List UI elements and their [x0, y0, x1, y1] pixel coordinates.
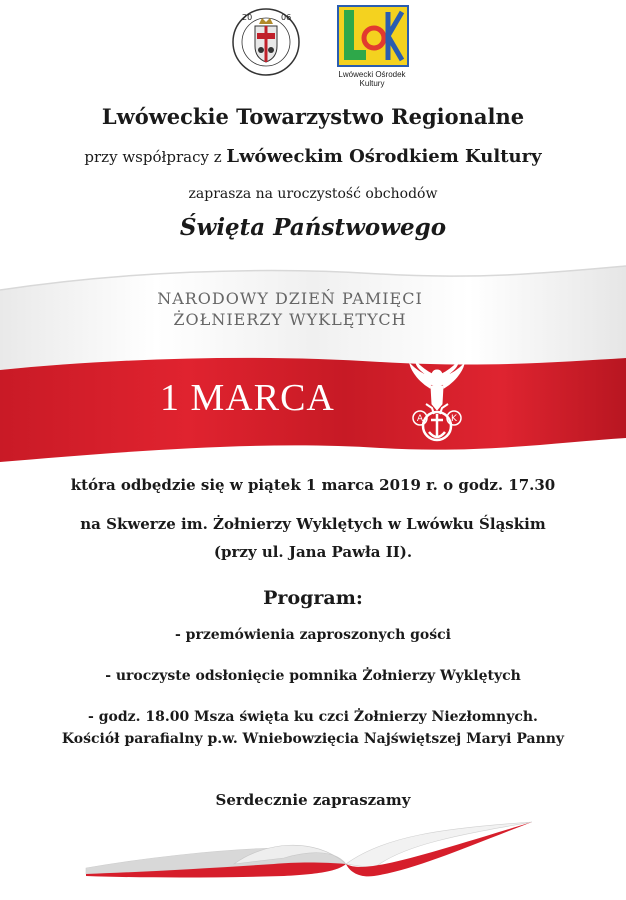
closing-greeting: Serdecznie zapraszamy — [215, 791, 411, 809]
event-time: która odbędzie się w piątek 1 marca 2019 r. o godz. 17.30 — [70, 476, 556, 494]
cooperation-partner: Lwóweckim Ośrodkiem Kultury — [226, 146, 542, 167]
seal-year-left: 20 — [242, 13, 253, 22]
event-location: na Skwerze im. Żołnierzy Wyklętych w Lwówku Śląskim — [80, 515, 546, 533]
event-date-banner: 1 MARCA — [160, 377, 335, 419]
emblem-letter-k: K — [451, 414, 457, 424]
remembrance-day-title-line2: ŻOŁNIERZY WYKLĘTYCH — [173, 310, 407, 329]
flag-ribbon-icon — [84, 818, 534, 880]
invitation-line: zaprasza na uroczystość obchodów — [188, 186, 438, 202]
program-item: Kościół parafialny p.w. Wniebowzięcia Najświętszej Maryi Panny — [61, 731, 565, 747]
cooperation-line — [0, 146, 626, 167]
program-item: - uroczyste odsłonięcie pomnika Żołnierzy Wyklętych — [105, 668, 521, 684]
lok-caption — [326, 70, 418, 88]
cooperation-prefix: przy współpracy z — [84, 148, 222, 166]
lok-caption-line1: Lwówecki Ośrodek — [338, 70, 406, 79]
program-item: - godz. 18.00 Msza święta ku czci Żołnierzy Niezłomnych. — [88, 709, 538, 725]
event-street: (przy ul. Jana Pawła II). — [213, 543, 413, 561]
program-heading: Program: — [263, 587, 363, 609]
program-item: - przemówienia zaproszonych gości — [174, 627, 451, 643]
seal-year-right: 06 — [281, 13, 292, 22]
lok-caption-line2: Kultury — [359, 79, 385, 88]
regional-society-seal-icon — [231, 6, 301, 78]
remembrance-day-title-line1: NARODOWY DZIEŃ PAMIĘCI — [157, 289, 423, 308]
holiday-title: Święta Państwowego — [179, 214, 447, 241]
eagle-ak-emblem-icon — [404, 360, 470, 446]
emblem-letter-a: A — [416, 414, 424, 424]
organizer-title: Lwóweckie Towarzystwo Regionalne — [101, 104, 525, 129]
